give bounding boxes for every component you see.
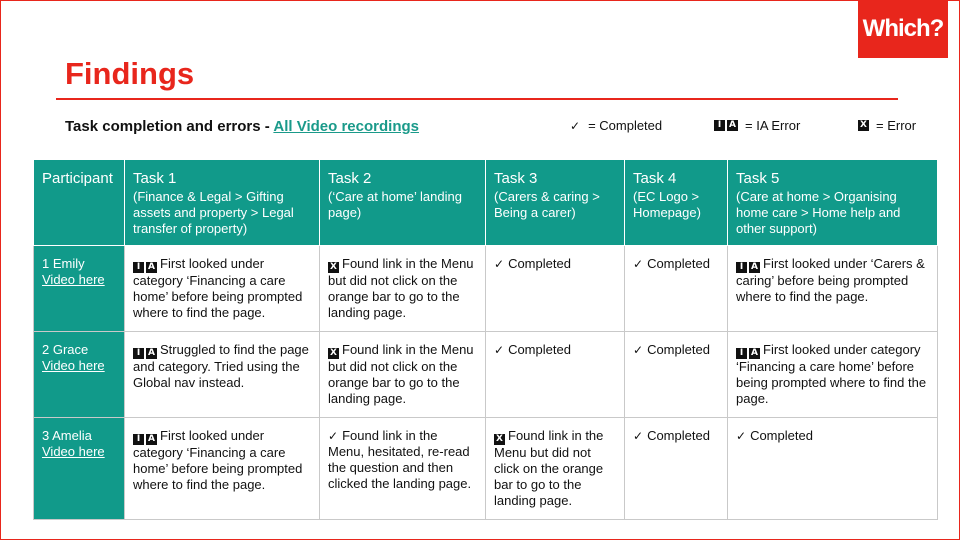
column-header-task-2 [320, 160, 486, 246]
task-result-cell [125, 246, 320, 332]
column-header-title: Task 5 [736, 170, 780, 187]
ia-badge-icon: A [727, 120, 738, 131]
column-header-task-1 [125, 160, 320, 246]
task-result-text: First looked under ‘Carers & caring’ before being prompted where to find the page. [736, 256, 925, 304]
legend-completed-label: = Completed [588, 118, 663, 133]
ia-badge-icon: A [749, 262, 760, 273]
task-result-text: Found link in the Menu but did not click on the orange bar to go to the landing page. [328, 342, 474, 406]
findings-table [33, 159, 938, 520]
video-link[interactable]: Video here [42, 444, 105, 459]
task-result-cell [625, 332, 728, 418]
participant-cell [34, 246, 125, 332]
participant-name: 1 Emily [42, 256, 85, 271]
check-icon: ✓ [494, 257, 505, 271]
ia-badge-icon: A [749, 348, 760, 359]
table-row [34, 418, 938, 520]
check-icon: ✓ [633, 429, 644, 443]
info-badge-icon: I [133, 262, 144, 273]
column-header-title: Task 4 [633, 170, 677, 187]
legend-completed [570, 118, 662, 133]
task-result-cell [625, 418, 728, 520]
column-header-title: Participant [42, 170, 113, 187]
participant-cell [34, 332, 125, 418]
table-header-row [34, 160, 938, 246]
info-badge-icon: I [736, 262, 747, 273]
participant-cell [34, 418, 125, 520]
column-header-title: Task 3 [494, 170, 538, 187]
all-video-recordings-link[interactable]: All Video recordings [273, 118, 419, 135]
legend-ia-error-label: = IA Error [745, 118, 801, 133]
ia-badge-icon: A [146, 434, 157, 445]
column-header-task-5 [728, 160, 938, 246]
task-result-cell [486, 418, 625, 520]
legend-error-label: = Error [876, 118, 917, 133]
error-badge-icon: X [328, 262, 339, 273]
legend-error [858, 118, 916, 133]
column-header-path: (Carers & caring > Being a carer) [494, 189, 600, 220]
check-icon: ✓ [494, 343, 505, 357]
task-result-cell [320, 332, 486, 418]
column-header-path: (Finance & Legal > Gifting assets and property > Legal transfer of property) [133, 189, 294, 236]
task-result-text: Completed [750, 428, 813, 443]
which-logo: Which? [858, 0, 948, 58]
check-icon: ✓ [633, 257, 644, 271]
task-result-text: First looked under category ‘Financing a care home’ before being prompted where to find the page. [133, 256, 303, 320]
check-icon: ✓ [328, 429, 339, 443]
info-badge-icon: I [714, 120, 725, 131]
participant-name: 2 Grace [42, 342, 89, 357]
legend-ia-error [714, 118, 800, 133]
column-header-task-4 [625, 160, 728, 246]
task-result-cell [728, 246, 938, 332]
column-header-title: Task 2 [328, 170, 372, 187]
task-result-text: Found link in the Menu but did not click on the orange bar to go to the landing page. [494, 428, 604, 508]
task-result-text: Struggled to find the page and category. Tried using the Global nav instead. [133, 342, 309, 390]
page-title: Findings [65, 56, 195, 91]
task-result-text: Completed [508, 256, 571, 271]
subtitle-text: Task completion and errors - [65, 118, 274, 135]
task-result-text: Found link in the Menu, hesitated, re-read the question and then clicked the landing page. [328, 428, 472, 491]
task-result-cell [625, 246, 728, 332]
task-result-text: First looked under category ‘Financing a care home’ before being prompted where to find the page. [133, 428, 303, 492]
task-result-text: Completed [508, 342, 571, 357]
task-result-cell [486, 246, 625, 332]
participant-name: 3 Amelia [42, 428, 92, 443]
info-badge-icon: I [133, 434, 144, 445]
task-result-cell [728, 332, 938, 418]
column-header-path: (Care at home > Organising home care > Home help and other support) [736, 189, 901, 236]
task-result-text: Completed [647, 428, 710, 443]
column-header-title: Task 1 [133, 170, 177, 187]
section-subtitle [65, 118, 419, 135]
task-result-cell [728, 418, 938, 520]
title-divider [56, 98, 898, 100]
task-result-cell [125, 418, 320, 520]
video-link[interactable]: Video here [42, 272, 105, 287]
task-result-text: Completed [647, 342, 710, 357]
video-link[interactable]: Video here [42, 358, 105, 373]
info-badge-icon: I [133, 348, 144, 359]
error-badge-icon: X [494, 434, 505, 445]
table-row [34, 246, 938, 332]
check-icon: ✓ [570, 118, 581, 133]
column-header-participant [34, 160, 125, 246]
ia-badge-icon: A [146, 262, 157, 273]
check-icon: ✓ [736, 429, 747, 443]
task-result-cell [486, 332, 625, 418]
table-row [34, 332, 938, 418]
task-result-text: Completed [647, 256, 710, 271]
check-icon: ✓ [633, 343, 644, 357]
ia-badge-icon: A [146, 348, 157, 359]
task-result-cell [125, 332, 320, 418]
error-badge-icon: X [328, 348, 339, 359]
task-result-text: First looked under category ‘Financing a care home’ before being prompted where to find the page. [736, 342, 927, 406]
task-result-text: Found link in the Menu but did not click on the orange bar to go to the landing page. [328, 256, 474, 320]
error-badge-icon: X [858, 120, 869, 131]
task-result-cell [320, 246, 486, 332]
column-header-path: (EC Logo > Homepage) [633, 189, 701, 220]
column-header-task-3 [486, 160, 625, 246]
task-result-cell [320, 418, 486, 520]
column-header-path: (‘Care at home’ landing page) [328, 189, 462, 220]
info-badge-icon: I [736, 348, 747, 359]
